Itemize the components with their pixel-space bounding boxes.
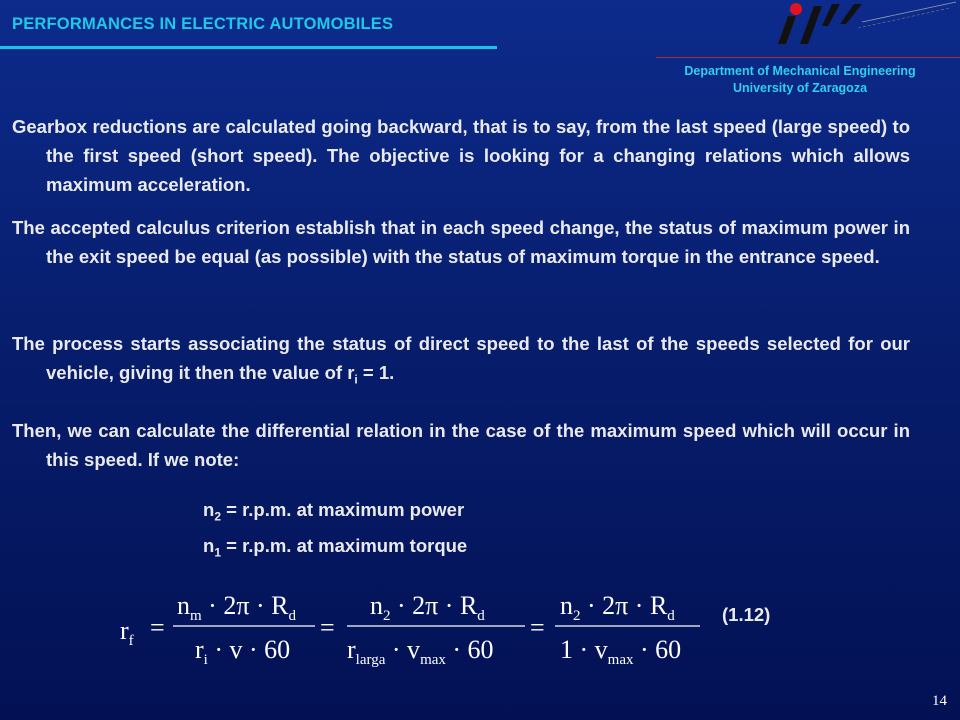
equation-number: (1.12) [722,604,771,625]
paragraph-process-tail: = 1. [357,362,395,383]
equals-sign: = [320,613,335,642]
fraction2-numerator: $n_2 \cdot 2\pi \cdot R_d$ [370,591,485,624]
definition-symbol: n [203,535,215,556]
equals-sign: = [150,613,165,642]
department-block [650,63,950,97]
paragraph-criterion: The accepted calculus criterion establish that in each speed change, the status of maximum power in the exit speed be equal (as possible) with the status of maximum torque in the entrance speed. [12,217,910,267]
definition-text: = r.p.m. at maximum power [221,499,465,520]
department-name: Department of Mechanical Engineering [684,64,916,78]
paragraph-gearbox: Gearbox reductions are calculated going backward, that is to say, from the last speed (large speed) to the first speed (short speed). The objective is looking for a changing relations which allows maximum acceleration. [12,116,910,195]
fraction2-denominator: $r_{larga} \cdot v_{max} \cdot 60$ [347,635,494,668]
fraction1-numerator: $n_m \cdot 2\pi \cdot R_d$ [177,591,296,624]
formula-lhs: $r_f$ [120,616,134,649]
paragraph-process-text: The process starts associating the status of direct speed to the last of the speeds selected for our vehicle, giving it then the value of r [12,333,910,383]
definition-n1 [203,535,467,560]
definition-subscript: 1 [214,545,221,560]
equals-sign: = [530,613,545,642]
definition-text: = r.p.m. at maximum torque [221,535,468,556]
definition-symbol: n [203,499,215,520]
paragraph-differential: Then, we can calculate the differential relation in the case of the maximum speed which will occur in this speed. If we note: [12,420,910,470]
fraction3-numerator: $n_2 \cdot 2\pi \cdot R_d$ [560,591,675,624]
logo-mark [778,2,956,44]
university-name: University of Zaragoza [732,81,868,95]
paragraph-process [12,329,910,395]
slide-title: PERFORMANCES IN ELECTRIC AUTOMOBILES [12,15,394,33]
page-number: 14 [932,693,947,709]
fraction3-denominator: $1 \cdot v_{max} \cdot 60$ [560,635,682,668]
fraction1-denominator: $r_i \cdot v \cdot 60$ [195,635,291,668]
definition-n2 [203,499,464,524]
university-logo [770,0,960,60]
title-underline [0,46,497,49]
ri-subscript: i [354,372,358,387]
definition-subscript: 2 [214,509,221,524]
gear-ratio-formula [115,574,715,674]
department-rule [656,57,960,58]
